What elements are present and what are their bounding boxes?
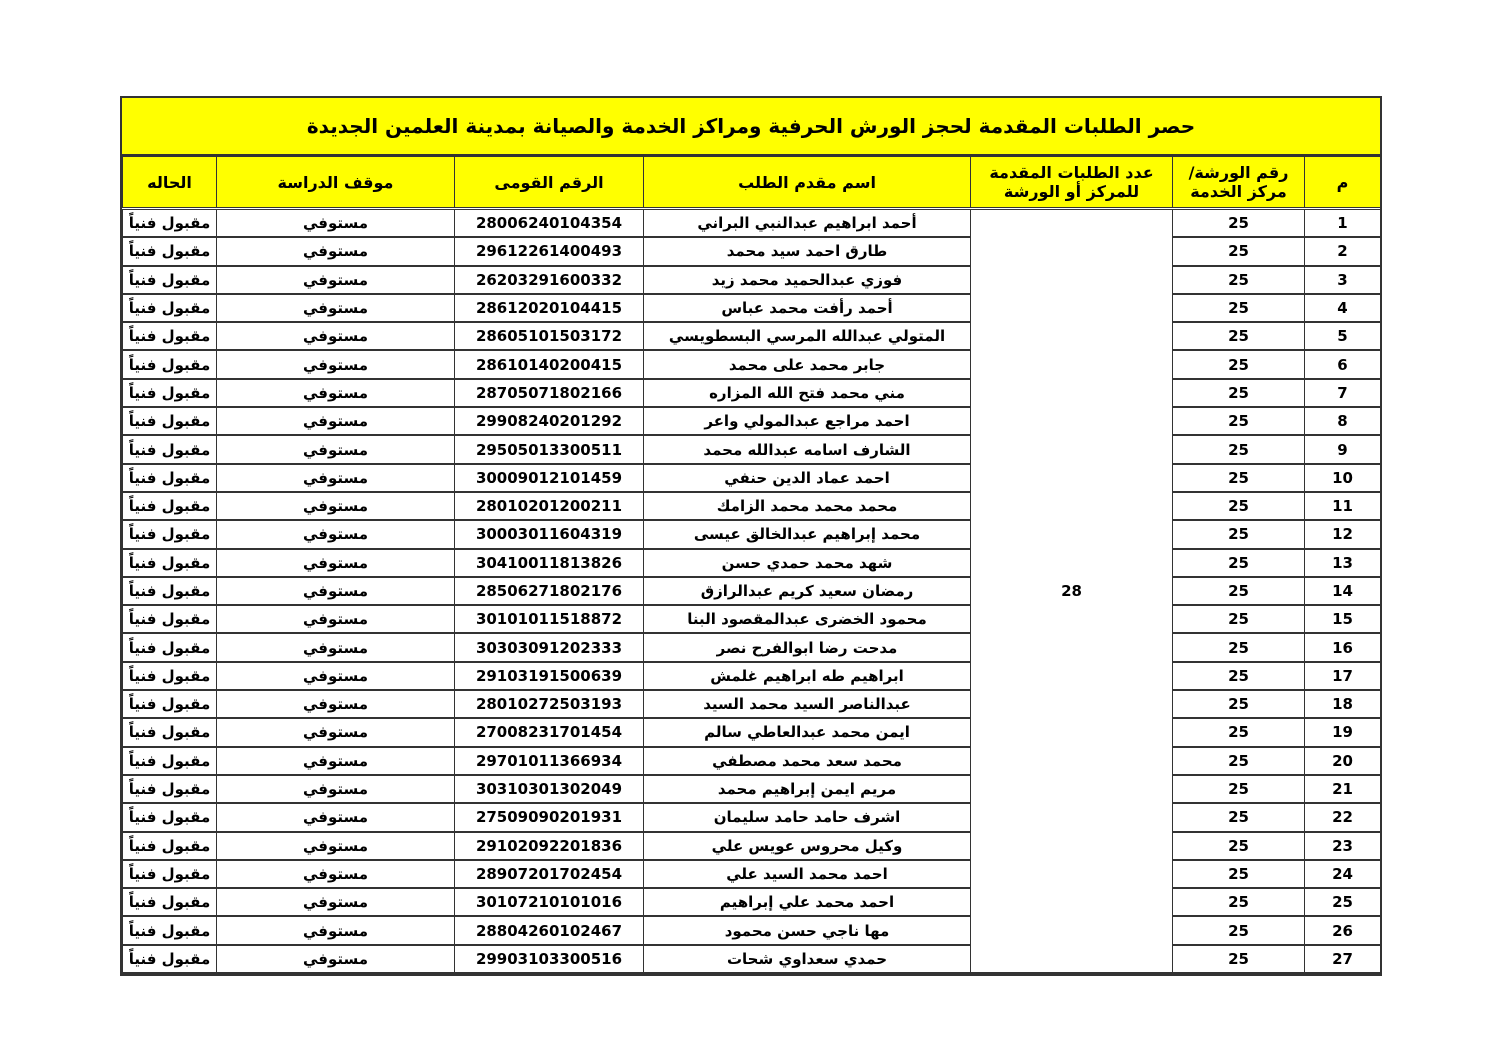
table-row xyxy=(123,549,1381,577)
table-row xyxy=(123,945,1381,973)
cell-workshop: 25 xyxy=(1173,945,1305,973)
cell-status: مقبول فنياً xyxy=(123,209,217,238)
cell-workshop: 25 xyxy=(1173,605,1305,633)
cell-national-id: 28907201702454 xyxy=(455,860,644,888)
cell-serial: 26 xyxy=(1305,916,1381,944)
table-row xyxy=(123,718,1381,746)
table-row xyxy=(123,266,1381,294)
cell-serial: 17 xyxy=(1305,662,1381,690)
cell-study: مستوفي xyxy=(217,577,455,605)
cell-name: مني محمد فتح الله المزاره xyxy=(644,379,971,407)
cell-national-id: 28705071802166 xyxy=(455,379,644,407)
cell-study: مستوفي xyxy=(217,350,455,378)
cell-name: المتولي عبدالله المرسي البسطويسي xyxy=(644,322,971,350)
cell-workshop: 25 xyxy=(1173,379,1305,407)
cell-workshop: 25 xyxy=(1173,916,1305,944)
table-row xyxy=(123,747,1381,775)
cell-name: احمد عماد الدين حنفي xyxy=(644,464,971,492)
cell-name: مريم ايمن إبراهيم محمد xyxy=(644,775,971,803)
cell-serial: 12 xyxy=(1305,520,1381,548)
cell-serial: 25 xyxy=(1305,888,1381,916)
cell-serial: 8 xyxy=(1305,407,1381,435)
cell-workshop: 25 xyxy=(1173,860,1305,888)
cell-serial: 21 xyxy=(1305,775,1381,803)
table-row xyxy=(123,633,1381,661)
cell-workshop: 25 xyxy=(1173,492,1305,520)
cell-study: مستوفي xyxy=(217,803,455,831)
cell-status: مقبول فنياً xyxy=(123,803,217,831)
cell-serial: 10 xyxy=(1305,464,1381,492)
table-row xyxy=(123,888,1381,916)
cell-study: مستوفي xyxy=(217,860,455,888)
table-row xyxy=(123,916,1381,944)
table-row xyxy=(123,662,1381,690)
cell-serial: 7 xyxy=(1305,379,1381,407)
cell-study: مستوفي xyxy=(217,209,455,238)
cell-study: مستوفي xyxy=(217,520,455,548)
cell-national-id: 29505013300511 xyxy=(455,435,644,463)
table-row xyxy=(123,379,1381,407)
table-row xyxy=(123,435,1381,463)
cell-national-id: 30101011518872 xyxy=(455,605,644,633)
header-workshop: رقم الورشة/ مركز الخدمة xyxy=(1173,157,1305,209)
cell-name: احمد محمد علي إبراهيم xyxy=(644,888,971,916)
cell-status: مقبول فنياً xyxy=(123,237,217,265)
cell-name: محمد سعد محمد مصطفي xyxy=(644,747,971,775)
table-row xyxy=(123,237,1381,265)
cell-study: مستوفي xyxy=(217,294,455,322)
cell-workshop: 25 xyxy=(1173,322,1305,350)
cell-study: مستوفي xyxy=(217,379,455,407)
cell-name: رمضان سعيد كريم عبدالرازق xyxy=(644,577,971,605)
cell-workshop: 25 xyxy=(1173,690,1305,718)
cell-study: مستوفي xyxy=(217,832,455,860)
cell-study: مستوفي xyxy=(217,435,455,463)
cell-serial: 9 xyxy=(1305,435,1381,463)
cell-workshop: 25 xyxy=(1173,350,1305,378)
cell-national-id: 30410011813826 xyxy=(455,549,644,577)
cell-name: أحمد رأفت محمد عباس xyxy=(644,294,971,322)
cell-study: مستوفي xyxy=(217,492,455,520)
cell-status: مقبول فنياً xyxy=(123,718,217,746)
cell-name: الشارف اسامه عبدالله محمد xyxy=(644,435,971,463)
cell-workshop: 25 xyxy=(1173,832,1305,860)
cell-workshop: 25 xyxy=(1173,775,1305,803)
cell-status: مقبول فنياً xyxy=(123,435,217,463)
table-row xyxy=(123,605,1381,633)
cell-national-id: 29701011366934 xyxy=(455,747,644,775)
table-row xyxy=(123,832,1381,860)
cell-workshop: 25 xyxy=(1173,803,1305,831)
table-row xyxy=(123,803,1381,831)
cell-name: عبدالناصر السيد محمد السيد xyxy=(644,690,971,718)
cell-national-id: 30003011604319 xyxy=(455,520,644,548)
table-row xyxy=(123,860,1381,888)
cell-name: محمد إبراهيم عبدالخالق عيسى xyxy=(644,520,971,548)
table-row xyxy=(123,520,1381,548)
header-study: موقف الدراسة xyxy=(217,157,455,209)
cell-study: مستوفي xyxy=(217,322,455,350)
cell-status: مقبول فنياً xyxy=(123,407,217,435)
cell-national-id: 29102092201836 xyxy=(455,832,644,860)
cell-workshop: 25 xyxy=(1173,266,1305,294)
table-row xyxy=(123,407,1381,435)
cell-national-id: 29103191500639 xyxy=(455,662,644,690)
cell-status: مقبول فنياً xyxy=(123,379,217,407)
cell-workshop: 25 xyxy=(1173,294,1305,322)
table-row xyxy=(123,294,1381,322)
cell-serial: 15 xyxy=(1305,605,1381,633)
cell-status: مقبول فنياً xyxy=(123,916,217,944)
cell-national-id: 28010201200211 xyxy=(455,492,644,520)
cell-study: مستوفي xyxy=(217,266,455,294)
cell-workshop: 25 xyxy=(1173,888,1305,916)
cell-name: ايمن محمد عبدالعاطي سالم xyxy=(644,718,971,746)
cell-serial: 6 xyxy=(1305,350,1381,378)
cell-name: جابر محمد على محمد xyxy=(644,350,971,378)
cell-national-id: 30310301302049 xyxy=(455,775,644,803)
cell-status: مقبول فنياً xyxy=(123,549,217,577)
cell-name: مدحت رضا ابوالفرح نصر xyxy=(644,633,971,661)
cell-study: مستوفي xyxy=(217,407,455,435)
cell-workshop: 25 xyxy=(1173,209,1305,238)
cell-status: مقبول فنياً xyxy=(123,888,217,916)
cell-name: محمود الخضرى عبدالمقصود البنا xyxy=(644,605,971,633)
table-row xyxy=(123,690,1381,718)
table-row xyxy=(123,775,1381,803)
cell-status: مقبول فنياً xyxy=(123,520,217,548)
cell-status: مقبول فنياً xyxy=(123,690,217,718)
cell-national-id: 28006240104354 xyxy=(455,209,644,238)
cell-name: احمد مراجع عبدالمولي واعر xyxy=(644,407,971,435)
cell-serial: 19 xyxy=(1305,718,1381,746)
cell-national-id: 29903103300516 xyxy=(455,945,644,973)
cell-serial: 27 xyxy=(1305,945,1381,973)
header-status: الحاله xyxy=(123,157,217,209)
cell-study: مستوفي xyxy=(217,690,455,718)
cell-study: مستوفي xyxy=(217,662,455,690)
cell-status: مقبول فنياً xyxy=(123,266,217,294)
cell-name: وكيل محروس عويس علي xyxy=(644,832,971,860)
cell-national-id: 27509090201931 xyxy=(455,803,644,831)
cell-serial: 2 xyxy=(1305,237,1381,265)
cell-national-id: 30107210101016 xyxy=(455,888,644,916)
cell-serial: 24 xyxy=(1305,860,1381,888)
cell-serial: 4 xyxy=(1305,294,1381,322)
cell-serial: 14 xyxy=(1305,577,1381,605)
cell-study: مستوفي xyxy=(217,747,455,775)
cell-status: مقبول فنياً xyxy=(123,860,217,888)
cell-name: شهد محمد حمدي حسن xyxy=(644,549,971,577)
cell-name: طارق احمد سيد محمد xyxy=(644,237,971,265)
cell-national-id: 26203291600332 xyxy=(455,266,644,294)
cell-serial: 11 xyxy=(1305,492,1381,520)
cell-serial: 5 xyxy=(1305,322,1381,350)
cell-workshop: 25 xyxy=(1173,577,1305,605)
cell-national-id: 27008231701454 xyxy=(455,718,644,746)
cell-status: مقبول فنياً xyxy=(123,605,217,633)
cell-workshop: 25 xyxy=(1173,435,1305,463)
cell-status: مقبول فنياً xyxy=(123,945,217,973)
cell-national-id: 28506271802176 xyxy=(455,577,644,605)
header-count: عدد الطلبات المقدمة للمركز أو الورشة xyxy=(971,157,1173,209)
cell-serial: 20 xyxy=(1305,747,1381,775)
cell-national-id: 28605101503172 xyxy=(455,322,644,350)
cell-workshop: 25 xyxy=(1173,407,1305,435)
cell-name: فوزي عبدالحميد محمد زيد xyxy=(644,266,971,294)
header-name: اسم مقدم الطلب xyxy=(644,157,971,209)
table-row xyxy=(123,492,1381,520)
cell-status: مقبول فنياً xyxy=(123,294,217,322)
cell-national-id: 29908240201292 xyxy=(455,407,644,435)
cell-name: ابراهيم طه ابراهيم غلمش xyxy=(644,662,971,690)
cell-status: مقبول فنياً xyxy=(123,350,217,378)
cell-status: مقبول فنياً xyxy=(123,747,217,775)
cell-status: مقبول فنياً xyxy=(123,775,217,803)
requests-table xyxy=(122,156,1381,974)
cell-serial: 3 xyxy=(1305,266,1381,294)
cell-study: مستوفي xyxy=(217,888,455,916)
cell-serial: 1 xyxy=(1305,209,1381,238)
cell-status: مقبول فنياً xyxy=(123,577,217,605)
cell-status: مقبول فنياً xyxy=(123,464,217,492)
cell-national-id: 28804260102467 xyxy=(455,916,644,944)
cell-status: مقبول فنياً xyxy=(123,832,217,860)
cell-name: حمدي سعداوي شحات xyxy=(644,945,971,973)
cell-workshop: 25 xyxy=(1173,633,1305,661)
cell-serial: 13 xyxy=(1305,549,1381,577)
cell-national-id: 28010272503193 xyxy=(455,690,644,718)
table-row xyxy=(123,322,1381,350)
cell-name: مها ناجي حسن محمود xyxy=(644,916,971,944)
table-row xyxy=(123,464,1381,492)
cell-workshop: 25 xyxy=(1173,747,1305,775)
cell-national-id: 30009012101459 xyxy=(455,464,644,492)
cell-workshop: 25 xyxy=(1173,662,1305,690)
cell-serial: 23 xyxy=(1305,832,1381,860)
table-row xyxy=(123,350,1381,378)
cell-study: مستوفي xyxy=(217,945,455,973)
cell-name: اشرف حامد حامد سليمان xyxy=(644,803,971,831)
header-national-id: الرقم القومى xyxy=(455,157,644,209)
cell-study: مستوفي xyxy=(217,775,455,803)
cell-study: مستوفي xyxy=(217,718,455,746)
header-row xyxy=(123,157,1381,209)
cell-serial: 16 xyxy=(1305,633,1381,661)
cell-serial: 22 xyxy=(1305,803,1381,831)
cell-study: مستوفي xyxy=(217,916,455,944)
cell-name: أحمد ابراهيم عبدالنبي البراني xyxy=(644,209,971,238)
cell-status: مقبول فنياً xyxy=(123,633,217,661)
cell-name: احمد محمد السيد علي xyxy=(644,860,971,888)
cell-national-id: 29612261400493 xyxy=(455,237,644,265)
cell-serial: 18 xyxy=(1305,690,1381,718)
cell-workshop: 25 xyxy=(1173,464,1305,492)
cell-national-id: 28612020104415 xyxy=(455,294,644,322)
header-serial: م xyxy=(1305,157,1381,209)
cell-status: مقبول فنياً xyxy=(123,322,217,350)
cell-national-id: 30303091202333 xyxy=(455,633,644,661)
cell-study: مستوفي xyxy=(217,549,455,577)
cell-study: مستوفي xyxy=(217,237,455,265)
cell-workshop: 25 xyxy=(1173,718,1305,746)
cell-study: مستوفي xyxy=(217,633,455,661)
table-row xyxy=(123,209,1381,238)
cell-workshop: 25 xyxy=(1173,549,1305,577)
cell-status: مقبول فنياً xyxy=(123,492,217,520)
cell-status: مقبول فنياً xyxy=(123,662,217,690)
table-row xyxy=(123,577,1381,605)
requests-sheet xyxy=(120,96,1382,976)
cell-national-id: 28610140200415 xyxy=(455,350,644,378)
cell-name: محمد محمد محمد الزامك xyxy=(644,492,971,520)
cell-study: مستوفي xyxy=(217,464,455,492)
cell-workshop: 25 xyxy=(1173,237,1305,265)
cell-total-requests: 28 xyxy=(971,209,1173,974)
sheet-title: حصر الطلبات المقدمة لحجز الورش الحرفية ومراكز الخدمة والصيانة بمدينة العلمين الجديدة xyxy=(122,98,1380,156)
cell-study: مستوفي xyxy=(217,605,455,633)
cell-workshop: 25 xyxy=(1173,520,1305,548)
